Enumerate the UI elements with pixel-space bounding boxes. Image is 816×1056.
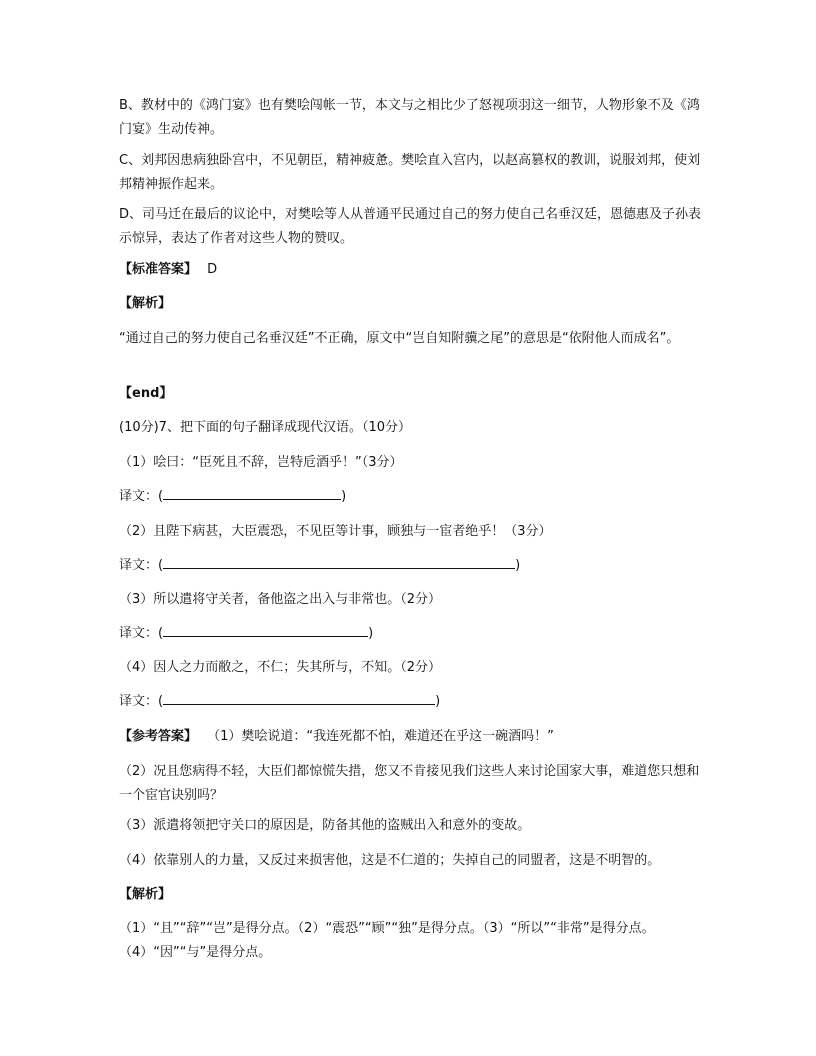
translation-close: ) bbox=[515, 558, 521, 573]
question7-item4-prompt: （4）因人之力而敝之，不仁；失其所与，不知。（2分） bbox=[119, 660, 442, 675]
reference-answer-line-1 bbox=[119, 725, 709, 749]
reference-answer-text: （1）樊哙说道：“我连死都不怕，难道还在乎这一碗酒吗！” bbox=[207, 729, 554, 744]
standard-answer-value: D bbox=[207, 262, 218, 277]
question7-title: (10分)7、把下面的句子翻译成现代汉语。（10分） bbox=[119, 420, 411, 435]
translation-label: 译文：( bbox=[119, 489, 164, 504]
translation-close: ) bbox=[435, 694, 441, 709]
question7-item3-prompt: （3）所以遣将守关者，备他盗之出入与非常也。（2分） bbox=[119, 592, 442, 607]
end-marker: 【end】 bbox=[119, 386, 173, 401]
answer-blank-1[interactable] bbox=[163, 485, 341, 500]
translation-close: ) bbox=[368, 626, 374, 641]
question7-item1-prompt: （1）哙曰：“臣死且不辞，岂特卮酒乎！”（3分） bbox=[119, 455, 403, 470]
question7-item1-translation bbox=[119, 485, 709, 509]
analysis-heading-1: 【解析】 bbox=[119, 296, 172, 311]
translation-label: 译文：( bbox=[119, 558, 164, 573]
standard-answer-label: 【标准答案】 bbox=[119, 262, 198, 277]
question7-item3-translation bbox=[119, 622, 709, 646]
question7-item2-translation bbox=[119, 554, 709, 578]
option-c: C、刘邦因患病独卧宫中，不见朝臣，精神疲惫。樊哙直入宫内，以赵高篡权的教训，说服刘邦，使刘邦精神振作起来。 bbox=[119, 153, 701, 192]
analysis-heading-2: 【解析】 bbox=[119, 887, 172, 902]
question7-item4-translation bbox=[119, 690, 709, 714]
question7-item2-prompt: （2）且陛下病甚，大臣震恐，不见臣等计事，顾独与一宦者绝乎！（3分） bbox=[119, 524, 552, 539]
analysis-text-2: （1）“且”“辞”“岂”是得分点。（2）“震恐”“顾”“独”是得分点。（3）“所以”“非常”是得分点。（4）“因”“与”是得分点。 bbox=[119, 921, 655, 960]
answer-blank-4[interactable] bbox=[163, 690, 435, 705]
translation-close: ) bbox=[341, 489, 347, 504]
standard-answer bbox=[119, 258, 709, 282]
translation-label: 译文：( bbox=[119, 626, 164, 641]
reference-answer-line-3: （3）派遣将领把守关口的原因是，防备其他的盗贼出入和意外的变故。 bbox=[119, 818, 531, 833]
analysis-text-1: “通过自己的努力使自己名垂汉廷”不正确，原文中“岂自知附骥之尾”的意思是“依附他人而成名”。 bbox=[119, 331, 680, 346]
reference-answer-label: 【参考答案】 bbox=[119, 729, 198, 744]
answer-blank-2[interactable] bbox=[163, 554, 515, 569]
reference-answer-line-2: （2）况且您病得不轻，大臣们都惊慌失措，您又不肯接见我们这些人来讨论国家大事，难道您只想和一个宦官诀别吗？ bbox=[119, 764, 700, 803]
translation-label: 译文：( bbox=[119, 694, 164, 709]
option-b: B、教材中的《鸿门宴》也有樊哙闯帐一节，本文与之相比少了怒视项羽这一细节，人物形象不及《鸿门宴》生动传神。 bbox=[119, 98, 700, 137]
option-d: D、司马迁在最后的议论中，对樊哙等人从普通平民通过自己的努力使自己名垂汉廷，恩德惠及子孙表示惊异，表达了作者对这些人物的赞叹。 bbox=[119, 207, 702, 246]
answer-blank-3[interactable] bbox=[163, 622, 368, 637]
reference-answer-line-4: （4）依靠别人的力量，又反过来损害他，这是不仁道的；失掉自己的同盟者，这是不明智的。 bbox=[119, 853, 661, 868]
